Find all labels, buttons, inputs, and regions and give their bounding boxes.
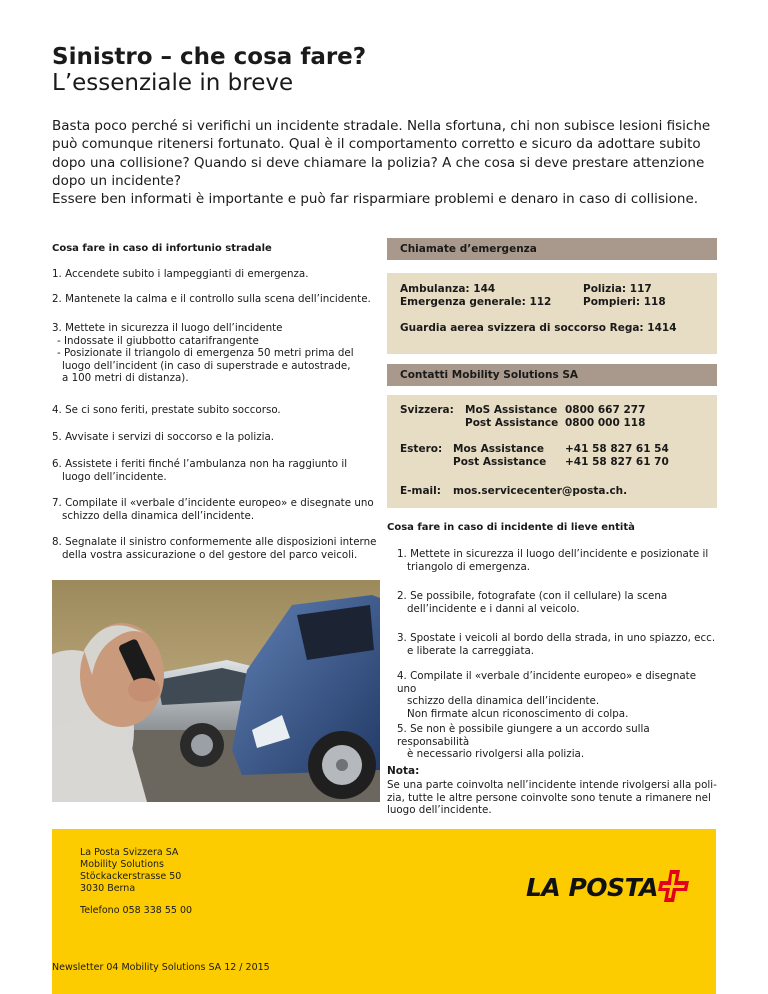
list-item: 7. Compilate il «verbale d’incidente europeo» e disegnate uno schizzo della dinamica dell’incidente. xyxy=(52,497,374,522)
page-title: Sinistro – che cosa fare? xyxy=(52,44,367,70)
phone-number: Telefono 058 338 55 00 xyxy=(80,905,193,916)
accident-photo-illustration xyxy=(52,580,380,802)
emergency-panel xyxy=(387,273,717,354)
note-heading: Nota: xyxy=(387,765,420,777)
list-item: 4. Se ci sono feriti, prestate subito soccorso. xyxy=(52,404,281,416)
minor-steps-list xyxy=(397,548,717,761)
logo-text: LA POSTA xyxy=(526,873,659,902)
list-item: 5. Se non è possibile giungere a un accordo sulla responsabilità è necessario rivolgersi alla polizia. xyxy=(397,723,650,761)
switzerland-label: Svizzera: xyxy=(400,404,454,416)
abroad-name-2: Post Assistance xyxy=(453,456,547,468)
list-item: 3. Spostate i veicoli al bordo della strada, in uno spiazzo, ecc. e liberate la carreggiata. xyxy=(397,632,716,657)
minor-accident-heading: Cosa fare in caso di incidente di lieve entità xyxy=(387,522,635,533)
contacts-panel xyxy=(387,395,717,508)
abroad-number-1: +41 58 827 61 54 xyxy=(565,443,669,455)
fire-number: Pompieri: 118 xyxy=(583,296,666,308)
list-item: 2. Se possibile, fotografate (con il cellulare) la scena dell’incidente e i danni al veicolo. xyxy=(397,590,668,615)
accident-section-heading: Cosa fare in caso di infortunio stradale xyxy=(52,243,272,254)
footer-panel xyxy=(52,829,716,994)
rega-number: Guardia aerea svizzera di soccorso Rega: 1414 xyxy=(400,322,677,334)
ambulance-number: Ambulanza: 144 xyxy=(400,283,496,295)
emergency-heading: Chiamate d’emergenza xyxy=(387,238,717,260)
note-text: Se una parte coinvolta nell’incidente intende rivolgersi alla poli- zia, tutte le altre persone coinvolte sono tenute a rimanere nel luogo dell’incidente. xyxy=(387,779,717,817)
newsletter-footer: Newsletter 04 Mobility Solutions SA 12 / 2015 xyxy=(52,962,270,973)
list-item: 5. Avvisate i servizi di soccorso e la polizia. xyxy=(52,431,275,443)
contacts-heading: Contatti Mobility Solutions SA xyxy=(387,364,717,386)
intro-text xyxy=(52,117,732,208)
postal-address: La Posta Svizzera SA Mobility Solutions Stöckackerstrasse 50 3030 Berna xyxy=(80,847,182,894)
la-posta-logo xyxy=(526,867,696,909)
email-label: E-mail: xyxy=(400,485,441,497)
email-address[interactable]: mos.servicecenter@posta.ch. xyxy=(453,485,628,497)
switzerland-number-1: 0800 667 277 xyxy=(565,404,646,416)
intro-paragraph-2: Essere ben informati è importante e può far risparmiare problemi e denaro in caso di collisione. xyxy=(52,191,699,208)
police-number: Polizia: 117 xyxy=(583,283,652,295)
switzerland-name-2: Post Assistance xyxy=(465,417,559,429)
abroad-name-1: Mos Assistance xyxy=(453,443,544,455)
list-item: 1. Accendete subito i lampeggianti di emergenza. xyxy=(52,268,309,280)
list-item: 2. Mantenete la calma e il controllo sulla scena dell’incidente. xyxy=(52,293,371,305)
page-subtitle: L’essenziale in breve xyxy=(52,70,294,96)
list-item: 6. Assistete i feriti finché l’ambulanza non ha raggiunto il luogo dell’incidente. xyxy=(52,458,348,483)
list-item: 1. Mettete in sicurezza il luogo dell’incidente e posizionate il triangolo di emergenza. xyxy=(397,548,709,573)
switzerland-name-1: MoS Assistance xyxy=(465,404,558,416)
swiss-cross-icon xyxy=(656,867,696,907)
list-item: 4. Compilate il «verbale d’incidente europeo» e disegnate uno schizzo della dinamica dell’incidente. Non firmate alcun riconoscimento di colpa. xyxy=(397,670,697,720)
general-emergency-number: Emergenza generale: 112 xyxy=(400,296,552,308)
switzerland-number-2: 0800 000 118 xyxy=(565,417,646,429)
intro-paragraph-1: Basta poco perché si verifichi un incidente stradale. Nella sfortuna, chi non subisce lesioni fisiche può comunque ritenersi fortunato. Qual è il comportamento corretto e sicuro da adottare subito dopo una collisione? Quando si deve chiamare la polizia? A che cosa si deve prestare attenzione dopo un incidente? xyxy=(52,118,711,189)
accident-photo xyxy=(52,580,380,802)
list-item: 3. Mettete in sicurezza il luogo dell’incidente - Indossate il giubbotto catarifrangente - Posizionate il triangolo di emergenza 50 metri prima del luogo dell’incident (in caso di superstrade e autostrade, a 100 metri di distanza). xyxy=(52,322,354,385)
list-item: 8. Segnalate il sinistro conformemente alle disposizioni interne della vostra assicurazione o del gestore del parco veicoli. xyxy=(52,536,377,561)
abroad-number-2: +41 58 827 61 70 xyxy=(565,456,669,468)
abroad-label: Estero: xyxy=(400,443,443,455)
accident-steps-list xyxy=(52,268,387,568)
